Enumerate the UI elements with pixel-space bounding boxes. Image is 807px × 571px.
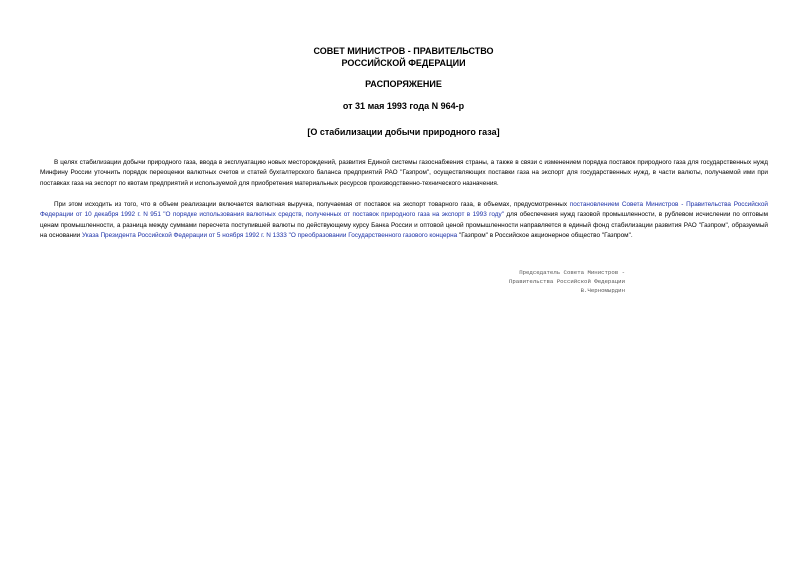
document-date-number: от 31 мая 1993 года N 964-р xyxy=(342,101,465,111)
paragraph-2-text-1: При этом исходить из того, что в объем реализации включается валютная выручка, получаемая от поставок на экспорт товарного газа, в объемах, предусмотренных xyxy=(54,201,570,208)
issuer-line-2: РОССИЙСКОЙ ФЕДЕРАЦИИ xyxy=(341,58,466,68)
paragraph-2-text-2: для обеспечения нужд газовой промышленности, в рублевом исчислении по оптовым ценам промышленности, а разница между суммами пересчета поступившей валюты по действующему курсу Банка России и оптовой ценой промышленности направляется в единый фонд стабилизации развития РАО "Газпром", образуемый на основании xyxy=(40,211,768,240)
signature-title-1: Председатель Совета Министров - xyxy=(519,269,625,276)
signature-name: В.Черномырдин xyxy=(580,287,625,294)
paragraph-2-text-3: "Газпром" в Российское акционерное общество "Газпром". xyxy=(457,232,633,240)
issuer-line-1: СОВЕТ МИНИСТРОВ - ПРАВИТЕЛЬСТВО xyxy=(313,46,494,56)
paragraph-2 xyxy=(40,200,768,242)
signature-title-2: Правительства Российской Федерации xyxy=(508,278,625,285)
paragraph-1: В целях стабилизации добычи природного газа, ввода в эксплуатацию новых месторождений, развития Единой системы газоснабжения страны, а также в связи с изменением порядка поставок природного газа для государственных нужд Минфину России уточнить порядок переоценки валютных счетов и статей бухгалтерского баланса предприятий РАО "Газпром", осуществляющих поставки газа на экспорт для государственных нужд, в части валюты, получаемой ими при поставках газа на экспорт по квотам предприятий и используемой для приобретения материальных ресурсов производственно-технического назначения. xyxy=(40,159,768,187)
decree-1333-link[interactable]: Указа Президента Российской Федерации от 5 ноября 1992 г. N 1333 "О преобразовании Государственного газового концерна xyxy=(82,232,458,240)
document-type: РАСПОРЯЖЕНИЕ xyxy=(365,79,442,89)
document-title: [О стабилизации добычи природного газа] xyxy=(307,127,500,137)
resolution-951-link[interactable]: постановлением Совета Министров - Правительства Российской Федерации от 10 декабря 1992 г. N 951 "О порядке использования валютных средств, полученных от поставок природного газа на экспорт в 1993 году" xyxy=(40,201,768,219)
